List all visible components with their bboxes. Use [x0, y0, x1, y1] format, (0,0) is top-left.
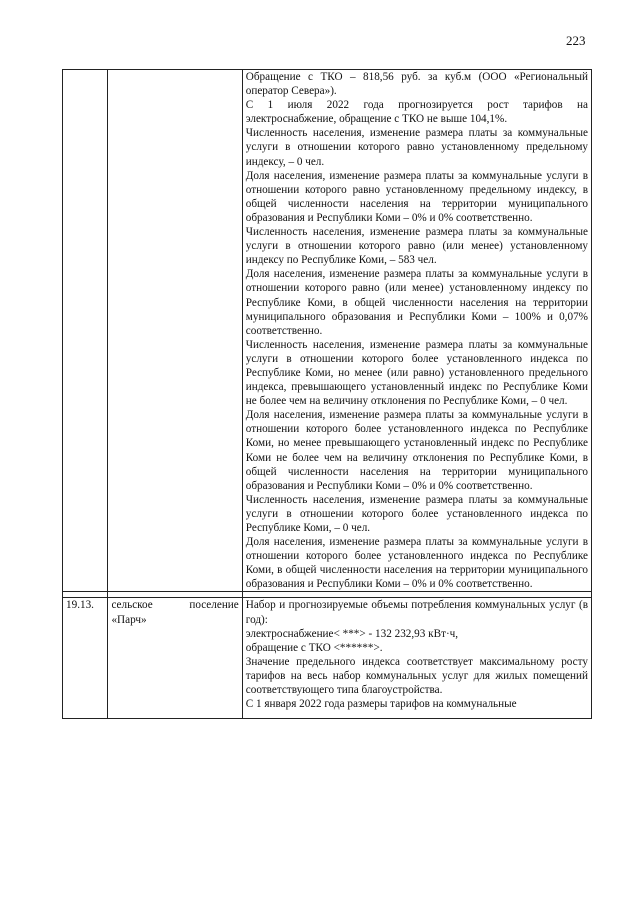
paragraph: Доля населения, изменение размера платы за коммунальные услуги в отношении которого равно (или менее) установленному индексу по Республике Коми, в общей численности населения на территории муниципального образования и Республики Коми – 100% и 0,07% соответственно.: [245, 268, 588, 337]
paragraph: Численность населения, изменение размера платы за коммунальные услуги в отношении которого равно (или менее) установленному индексу по Республике Коми, – 583 чел.: [245, 226, 588, 267]
paragraph: Доля населения, изменение размера платы за коммунальные услуги в отношении которого равно установленному предельному индексу, в общей численности населения на территории муниципального образования и Республики Коми – 0% и 0% соответственно.: [245, 169, 588, 224]
paragraph: Обращение с ТКО – 818,56 руб. за куб.м (ООО «Региональный оператор Севера»).: [245, 71, 588, 98]
row-number-cell: 19.13.: [63, 598, 108, 719]
page-number: 223: [566, 33, 586, 48]
tariff-table: [62, 69, 592, 719]
description-cell: [242, 598, 591, 719]
paragraph: обращение с ТКО <******>.: [245, 641, 383, 654]
paragraph: С 1 января 2022 года размеры тарифов на коммунальные: [245, 698, 517, 711]
paragraph: электроснабжение< ***> - 132 232,93 кВт·ч,: [245, 627, 459, 640]
settlement-name-cell: сельское поселение «Парч»: [108, 598, 242, 719]
paragraph: Доля населения, изменение размера платы за коммунальные услуги в отношении которого более установленного индекса по Республике Коми, но менее превышающего установленный индекс по Республике Коми не более чем на величину отклонения по Республике Коми, в общей численности населения на территории муниципального образования и Республики Коми – 0% и 0% соответственно.: [245, 409, 588, 492]
paragraph: Доля населения, изменение размера платы за коммунальные услуги в отношении которого более установленного индекса по Республике Коми, в общей численности населения на территории муниципального образования и Республики Коми – 0% и 0% соответственно.: [245, 536, 588, 591]
row-number-cell: [63, 70, 108, 592]
paragraph: Набор и прогнозируемые объемы потребления коммунальных услуг (в год):: [245, 599, 588, 626]
table-row: [63, 598, 592, 719]
description-cell: [242, 70, 591, 592]
paragraph: Численность населения, изменение размера платы за коммунальные услуги в отношении которого равно установленному предельному индексу, – 0 чел.: [245, 127, 588, 168]
table-row: [63, 70, 592, 592]
paragraph: С 1 июля 2022 года прогнозируется рост тарифов на электроснабжение, обращение с ТКО не выше 104,1%.: [245, 99, 588, 126]
settlement-name-cell: [108, 70, 242, 592]
paragraph: Численность населения, изменение размера платы за коммунальные услуги в отношении которого более установленного индекса по Республике Коми, – 0 чел.: [245, 493, 588, 534]
paragraph: Значение предельного индекса соответствует максимальному росту тарифов на весь набор коммунальных услуг для жилых помещений соответствующего типа благоустройства.: [245, 655, 588, 697]
paragraph: Численность населения, изменение размера платы за коммунальные услуги в отношении которого более установленного индекса по Республике Коми, но менее (или равно) установленного предельного индекса, превышающего установленный индекс по Республике Коми не более чем на величину отклонения по Республике Коми, – 0 чел.: [245, 338, 588, 408]
